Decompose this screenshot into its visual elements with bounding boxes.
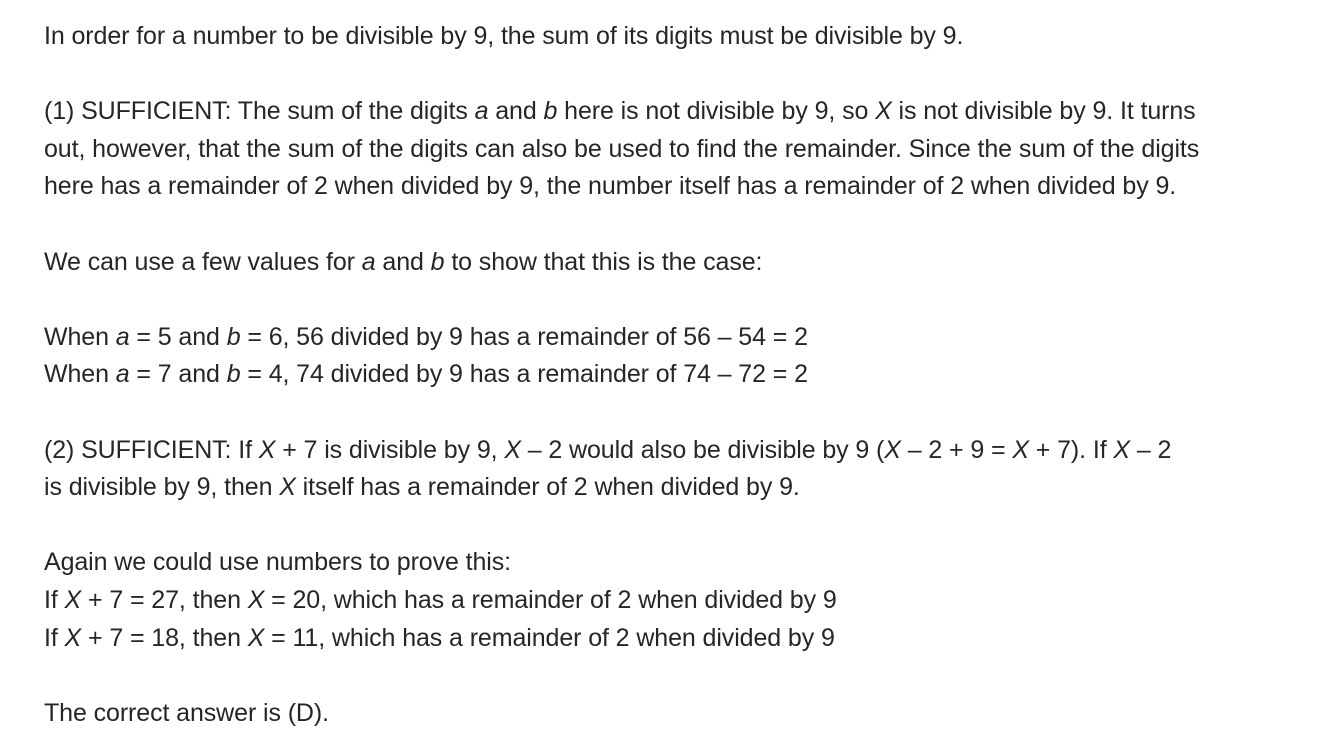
math-variable: X <box>884 435 901 464</box>
text-run: When <box>44 322 116 351</box>
math-variable: a <box>474 97 489 126</box>
text-run: and <box>375 247 431 276</box>
statement-1-examples <box>44 319 1324 394</box>
text-run: + 7). If <box>1028 435 1114 464</box>
text-run: = 7 and <box>129 360 227 389</box>
math-variable: X <box>247 585 265 614</box>
text-line <box>44 620 1324 658</box>
text-line <box>44 244 1324 282</box>
math-variable: b <box>543 97 558 126</box>
text-run: – 2 <box>1129 435 1172 464</box>
divisibility-rule: In order for a number to be divisible by 9, the sum of its digits must be divisible by 9. <box>44 22 964 50</box>
statement-2-explanation <box>44 432 1324 507</box>
math-variable: X <box>279 473 296 502</box>
correct-answer: The correct answer is (D). <box>44 698 329 727</box>
text-line <box>44 432 1324 470</box>
math-variable: X <box>504 435 521 464</box>
text-run: here is not divisible by 9, so <box>557 97 876 126</box>
math-variable: b <box>430 247 445 276</box>
text-line <box>44 356 1324 394</box>
text-run: out, however, that the sum of the digits can also be used to find the remainder. Since the sum of the digits <box>44 134 1200 163</box>
statement-1-explanation <box>44 93 1324 206</box>
text-run: + 7 is divisible by 9, <box>275 435 505 464</box>
text-line <box>44 93 1324 131</box>
text-line <box>44 582 1324 620</box>
text-run: = 20, which has a remainder of 2 when divided by 9 <box>264 585 837 614</box>
text-run: (1) SUFFICIENT: The sum of the digits <box>44 97 475 126</box>
text-line <box>44 544 1324 582</box>
text-run: = 5 and <box>129 322 227 351</box>
math-variable: X <box>64 585 82 614</box>
text-run: If <box>44 623 65 652</box>
text-run: = 4, 74 divided by 9 has a remainder of 74 – 72 = 2 <box>240 360 808 389</box>
text-line <box>44 469 1324 507</box>
text-run: to show that this is the case: <box>444 247 763 276</box>
math-variable: X <box>1113 435 1130 464</box>
text-line <box>44 319 1324 357</box>
math-variable: X <box>1012 435 1029 464</box>
math-variable: a <box>361 247 376 276</box>
text-run: When <box>44 360 116 389</box>
math-variable: X <box>64 623 82 652</box>
math-variable: X <box>247 623 265 652</box>
text-run: Again we could use numbers to prove this: <box>44 548 511 577</box>
math-variable: b <box>226 322 241 351</box>
explanation-text <box>44 18 1324 732</box>
math-variable: X <box>875 97 892 126</box>
statement-2-examples <box>44 544 1324 657</box>
text-run: – 2 would also be divisible by 9 ( <box>520 435 885 464</box>
math-variable: X <box>258 435 276 464</box>
text-run: itself has a remainder of 2 when divided by 9. <box>295 473 800 502</box>
text-run: = 6, 56 divided by 9 has a remainder of 56 – 54 = 2 <box>240 322 808 351</box>
text-run: We can use a few values for <box>44 247 362 276</box>
text-run: – 2 + 9 = <box>900 435 1013 464</box>
text-run: (2) SUFFICIENT: If <box>44 435 259 464</box>
text-run: and <box>488 97 544 126</box>
text-run: = 11, which has a remainder of 2 when divided by 9 <box>264 623 835 652</box>
text-run: is not divisible by 9. It turns <box>891 97 1196 126</box>
text-run: + 7 = 27, then <box>81 585 248 614</box>
math-variable: b <box>226 360 241 389</box>
values-intro <box>44 244 1324 282</box>
text-run: is divisible by 9, then <box>44 473 280 502</box>
text-run: + 7 = 18, then <box>81 623 248 652</box>
text-line <box>44 131 1324 169</box>
math-variable: a <box>115 322 130 351</box>
math-variable: a <box>115 360 130 389</box>
text-run: here has a remainder of 2 when divided by 9, the number itself has a remainder of 2 when divided by 9. <box>44 172 1177 201</box>
text-line <box>44 168 1324 206</box>
text-run: If <box>44 585 65 614</box>
